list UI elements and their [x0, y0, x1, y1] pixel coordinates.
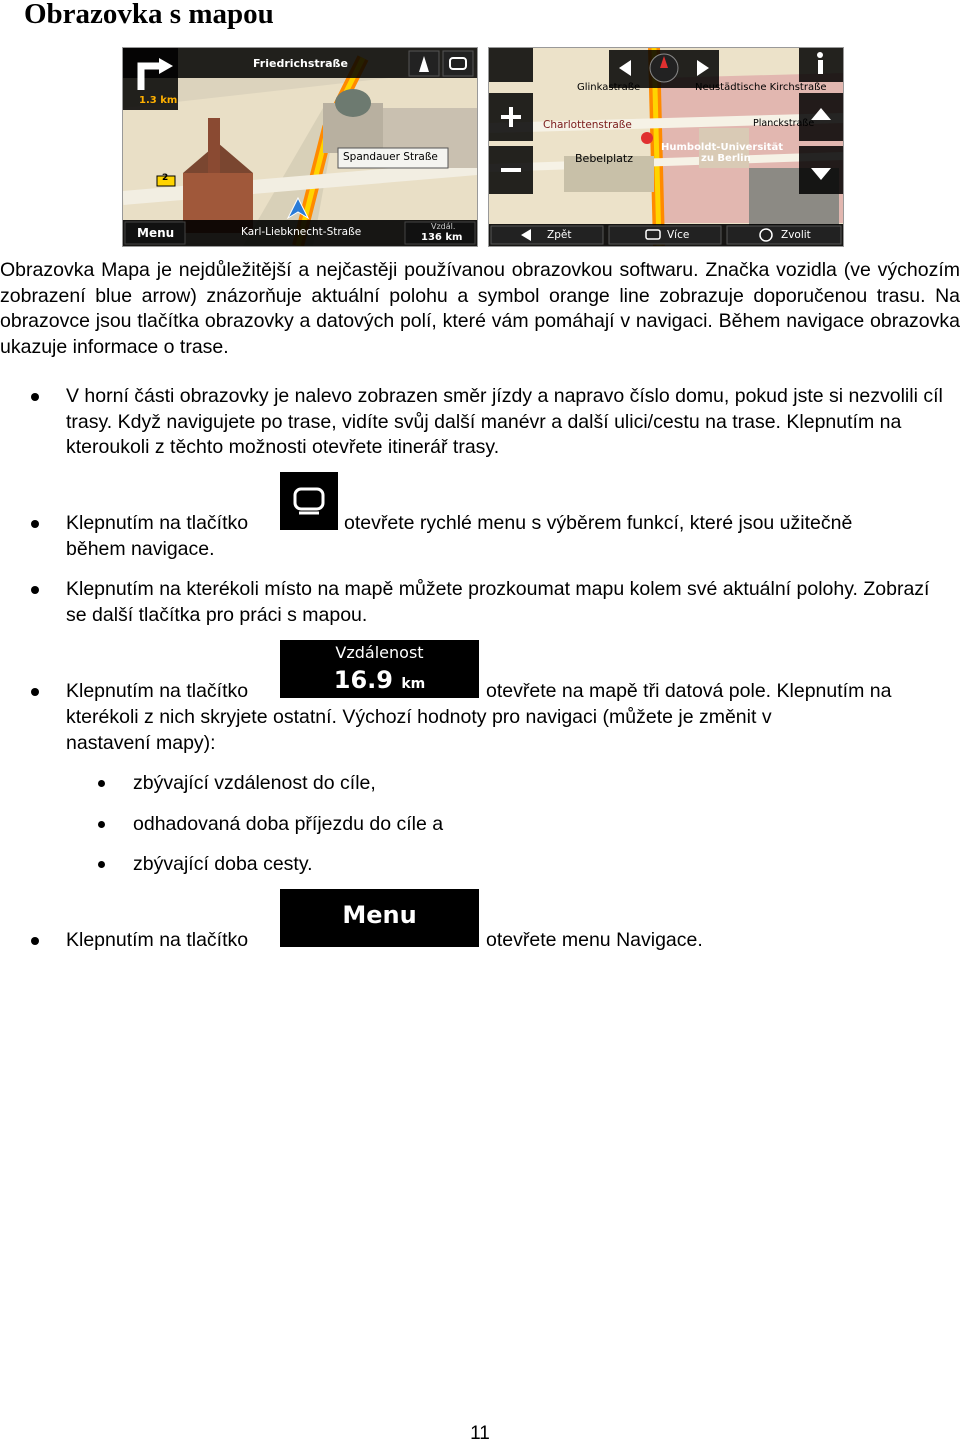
map-label-planckstrasse: Planckstraße	[753, 118, 815, 129]
turn-distance-label: 1.3 km	[139, 95, 178, 106]
intro-paragraph: Obrazovka Mapa je nejdůležitější a nejčastěji používanou obrazovkou softwaru. Značka vozidla (ve výchozím zobrazení blue arrow) znázorňuje aktuální polohu a symbol orange line zobrazuje doporučenou trasu. Na obrazovce jsou tlačítka obrazovky a datových polí, které vám pomáhají v navigaci. Během navigace obrazovka ukazuje informace o trase.	[0, 259, 960, 358]
more-button[interactable]: Více	[667, 229, 690, 241]
poi-label: Spandauer Straße	[343, 151, 438, 163]
distance-number: 16.9	[333, 666, 393, 694]
distance-caption: Vzdál.	[431, 222, 456, 231]
map-label-bebelplatz: Bebelplatz	[575, 152, 633, 165]
page-number: 11	[470, 1423, 490, 1444]
quick-menu-icon	[280, 472, 338, 530]
sub-bullet-eta: odhadovaná doba příjezdu do cíle a	[133, 813, 444, 835]
bullet-quick-menu-post: otevřete rychlé menu s výběrem funkcí, které jsou užitečně	[344, 512, 853, 534]
map-screenshot-browse	[488, 47, 844, 247]
sub-bullet-dot	[98, 861, 105, 868]
map-label-glinkastrasse: Glinkastraße	[577, 82, 641, 93]
menu-button-label: Menu	[342, 901, 417, 929]
sub-bullet-dot	[98, 780, 105, 787]
sub-bullet-remaining-time: zbývající doba cesty.	[133, 853, 313, 875]
bullet-data-fields-line3: nastavení mapy):	[66, 732, 216, 754]
sub-bullet-dot	[98, 821, 105, 828]
distance-value[interactable]: 136 km	[421, 232, 463, 243]
map-label-zu-berlin: zu Berlin	[701, 153, 751, 164]
menu-button[interactable]: Menu	[137, 226, 175, 240]
street-name-label[interactable]: Friedrichstraße	[253, 57, 348, 70]
bullet-dot	[31, 586, 39, 594]
distance-title: Vzdálenost	[335, 643, 424, 662]
map-label-humboldt: Humboldt-Universität	[661, 142, 784, 153]
map-label-neustadtische: Neustädtische Kirchstraße	[695, 82, 827, 93]
current-street-label[interactable]: Karl-Liebknecht-Straße	[241, 226, 362, 238]
bullet-dot	[31, 688, 39, 696]
bullet-dot	[31, 520, 39, 528]
bullet-dot	[31, 937, 39, 945]
bullet-quick-menu-pre: Klepnutím na tlačítko	[66, 512, 249, 534]
bullet-data-fields-line2: kterékoli z nich skryjete ostatní. Výchozí hodnoty pro navigaci (můžete je změnit v	[66, 706, 772, 728]
bullet-quick-menu-line2: během navigace.	[66, 538, 215, 560]
map-label-charlottenstrasse: Charlottenstraße	[543, 119, 632, 131]
bullet-data-fields-pre: Klepnutím na tlačítko	[66, 680, 249, 702]
page-heading: Obrazovka s mapou	[24, 0, 274, 30]
distance-data-field-button	[280, 640, 479, 698]
bullet-explore-map: Klepnutím na kterékoli místo na mapě můžete prozkoumat mapu kolem své aktuální polohy. Zobrazí se další tlačítka pro práci s mapou.	[66, 578, 930, 626]
back-button[interactable]: Zpět	[547, 229, 572, 241]
sub-bullet-remaining-distance: zbývající vzdálenost do cíle,	[133, 772, 376, 794]
bullet-data-fields-post: otevřete na mapě tři datová pole. Klepnutím na	[486, 680, 892, 702]
distance-unit: km	[401, 676, 426, 692]
bullet-dot	[31, 393, 39, 401]
road-shield-label: 2	[162, 173, 169, 183]
bullet-route-info: V horní části obrazovky je nalevo zobrazen směr jízdy a napravo číslo domu, pokud jste si nezvolili cíl trasy. Když navigujete po trase, vidíte svůj další manévr a další ulici/cestu na trase. Klepnutím na kteroukoli z těchto možnosti otevřete itinerář trasy.	[66, 385, 943, 458]
menu-button-image	[280, 889, 479, 947]
select-button[interactable]: Zvolit	[781, 229, 811, 241]
distance-value-display	[280, 666, 479, 694]
bullet-menu-post: otevřete menu Navigace.	[486, 929, 703, 951]
bullet-menu-pre: Klepnutím na tlačítko	[66, 929, 249, 951]
map-screenshot-navigation	[122, 47, 478, 247]
